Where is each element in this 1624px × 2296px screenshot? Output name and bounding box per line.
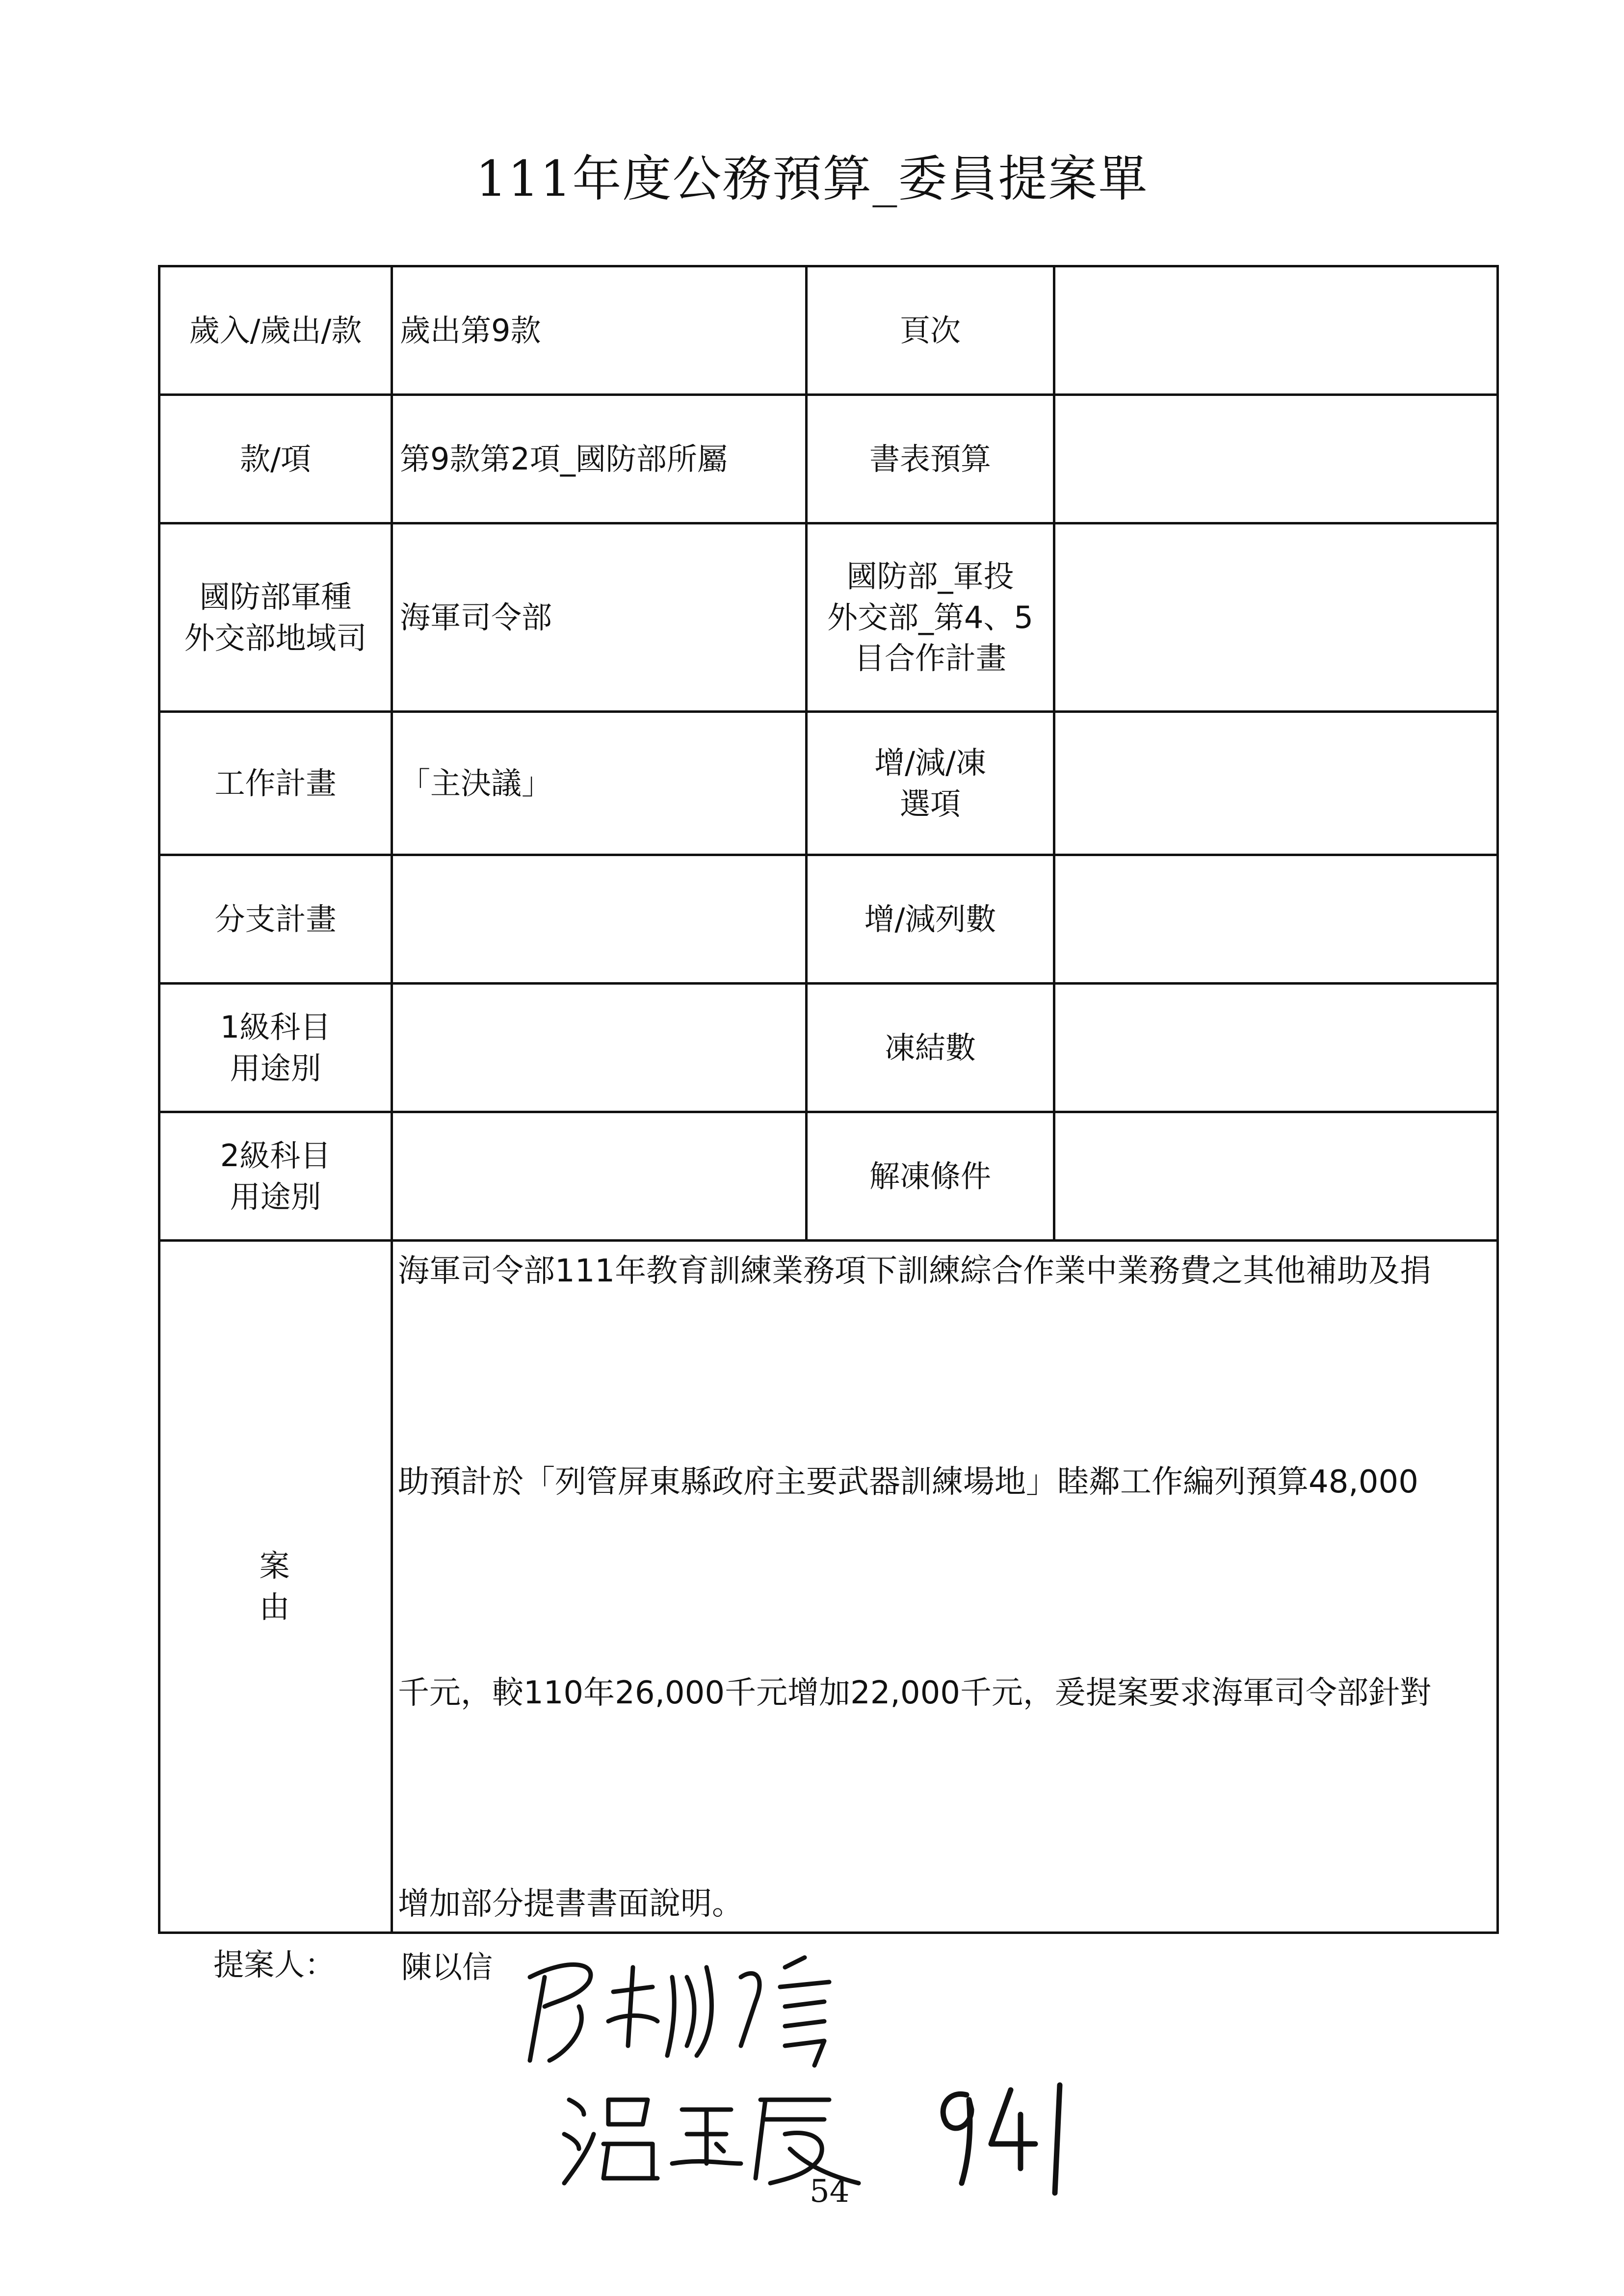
value-cell	[392, 1112, 807, 1241]
form-row	[159, 523, 1498, 712]
value-cell	[1054, 395, 1498, 523]
handwritten-number-941	[922, 2070, 1084, 2198]
label-cell: 款/項	[159, 395, 392, 523]
proposer-name: 陳以信	[401, 1949, 493, 1985]
form-row	[159, 395, 1498, 523]
reason-row	[159, 1241, 1498, 1933]
value-cell	[1054, 266, 1498, 395]
reason-line: 助預計於「列管屏東縣政府主要武器訓練場地」睦鄰工作編列預算48,000	[398, 1464, 1418, 1500]
reason-label: 案由	[159, 1241, 392, 1933]
value-cell: 海軍司令部	[392, 523, 807, 712]
reason-text	[392, 1241, 1498, 1933]
value-cell	[392, 984, 807, 1112]
form-row	[159, 712, 1498, 855]
label-cell: 解凍條件	[807, 1112, 1054, 1241]
value-cell	[1054, 712, 1498, 855]
reason-line: 海軍司令部111年教育訓練業務項下訓練綜合作業中業務費之其他補助及捐	[398, 1253, 1432, 1289]
label-cell: 分支計畫	[159, 855, 392, 984]
form-row	[159, 855, 1498, 984]
form-row	[159, 266, 1498, 395]
label-cell: 歲入/歲出/款	[159, 266, 392, 395]
value-cell: 第9款第2項_國防部所屬	[392, 395, 807, 523]
label-cell: 增/減列數	[807, 855, 1054, 984]
label-cell: 書表預算	[807, 395, 1054, 523]
page-title: 111年度公務預算_委員提案單	[475, 150, 1149, 208]
reason-line: 千元，較110年26,000千元增加22,000千元，爰提案要求海軍司令部針對	[398, 1675, 1432, 1711]
label-cell: 增/減/凍 選項	[807, 712, 1054, 855]
label-cell: 凍結數	[807, 984, 1054, 1112]
value-cell	[1054, 1112, 1498, 1241]
label-cell: 工作計畫	[159, 712, 392, 855]
proposal-form-table	[158, 265, 1499, 1934]
label-cell: 1級科目 用途別	[159, 984, 392, 1112]
label-cell: 頁次	[807, 266, 1054, 395]
value-cell	[1054, 523, 1498, 712]
reason-line: 增加部分提書書面說明。	[398, 1886, 743, 1922]
proposer-label: 提案人：	[213, 1947, 336, 1983]
page-number: 54	[810, 2173, 850, 2210]
signature-1	[510, 1948, 893, 2070]
value-cell	[1054, 855, 1498, 984]
form-row	[159, 1112, 1498, 1241]
value-cell: 歲出第9款	[392, 266, 807, 395]
value-cell: 「主決議」	[392, 712, 807, 855]
label-cell: 國防部_軍投 外交部_第4、5 目合作計畫	[807, 523, 1054, 712]
value-cell	[392, 855, 807, 984]
label-cell: 國防部軍種 外交部地域司	[159, 523, 392, 712]
label-cell: 2級科目 用途別	[159, 1112, 392, 1241]
value-cell	[1054, 984, 1498, 1112]
form-row	[159, 984, 1498, 1112]
